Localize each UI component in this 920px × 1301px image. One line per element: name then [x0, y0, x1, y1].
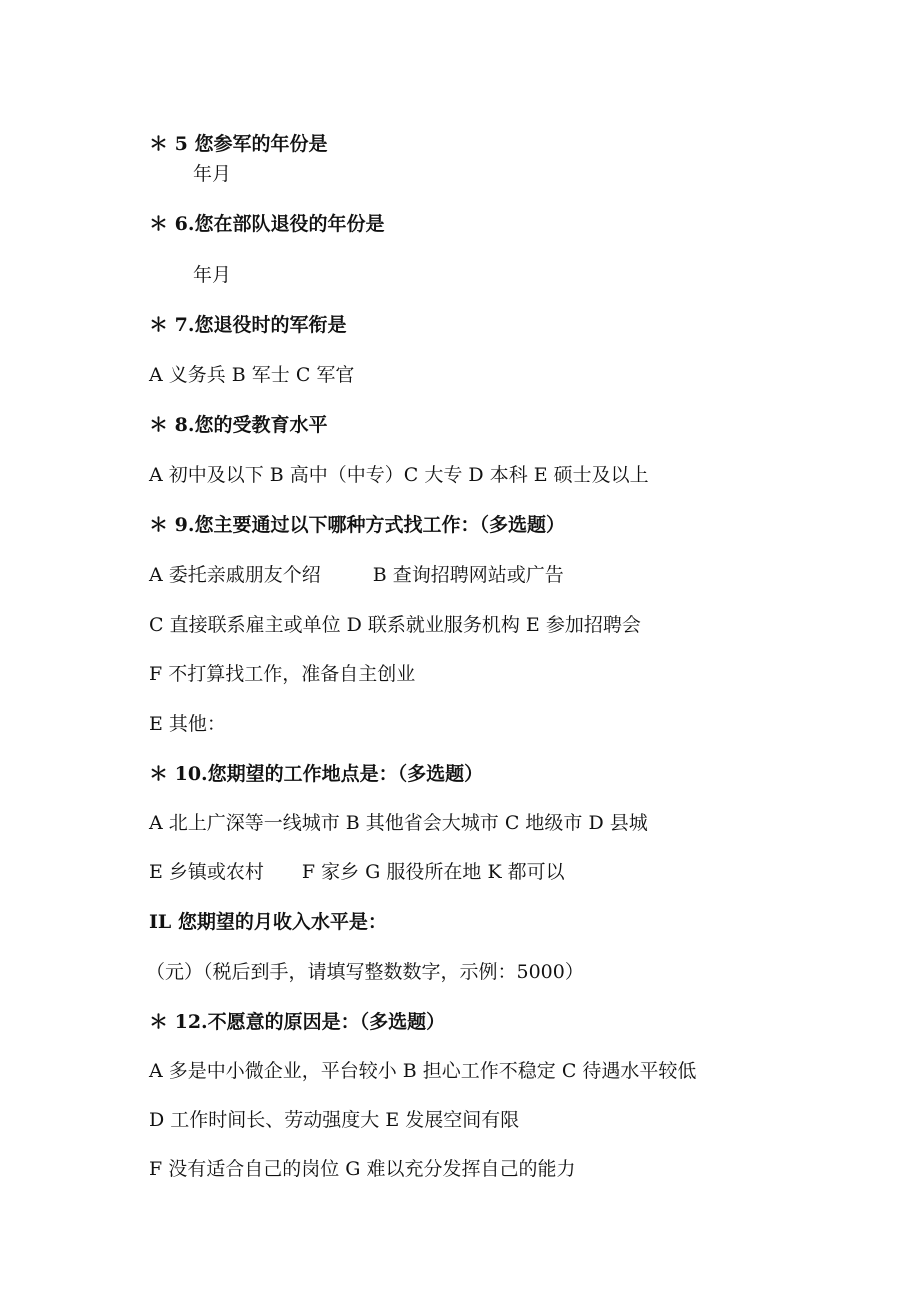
question-10-options-line-2	[149, 859, 565, 885]
question-7-options: A 义务兵 B 军士 C 军官	[149, 364, 355, 386]
question-11-hint: （元）（税后到手，请填写整数数字，示例：5000）	[146, 961, 584, 983]
question-10-options-line-1: A 北上广深等一线城市 B 其他省会大城市 C 地级市 D 县城	[149, 812, 648, 834]
question-10-option-e: E 乡镇或农村	[149, 861, 264, 883]
question-7-title: ＊ 7.您退役时的军衔是	[149, 314, 347, 336]
question-8-options: A 初中及以下 B 高中（中专）C 大专 D 本科 E 硕士及以上	[149, 464, 649, 486]
question-9-options-line-3: F 不打算找工作，准备自主创业	[149, 663, 416, 685]
question-9-title: ＊ 9.您主要通过以下哪种方式找工作：（多选题）	[149, 514, 565, 536]
question-5-answer: 年月	[193, 163, 232, 185]
question-11-title: IL 您期望的月收入水平是：	[149, 911, 387, 933]
question-10-title: ＊ 10.您期望的工作地点是：（多选题）	[149, 763, 484, 785]
question-10-options-f-k: F 家乡 G 服役所在地 K 都可以	[301, 861, 565, 883]
question-9-option-b: B 查询招聘网站或广告	[372, 564, 564, 586]
question-12-options-line-3: F 没有适合自己的岗位 G 难以充分发挥自己的能力	[149, 1158, 576, 1180]
question-9-options-line-4: E 其他：	[149, 713, 226, 735]
question-12-options-line-2: D 工作时间长、劳动强度大 E 发展空间有限	[149, 1109, 520, 1131]
question-6-answer: 年月	[193, 264, 232, 286]
question-12-title: ＊ 12.不愿意的原因是：（多选题）	[149, 1011, 446, 1033]
question-9-options-line-1	[149, 562, 564, 588]
question-8-title: ＊ 8.您的受教育水平	[149, 414, 328, 436]
question-9-option-a: A 委托亲戚朋友个绍	[149, 564, 321, 586]
question-12-options-line-1: A 多是中小微企业，平台较小 B 担心工作不稳定 C 待遇水平较低	[149, 1060, 697, 1082]
question-5-title: ＊ 5 您参军的年份是	[149, 133, 328, 155]
question-9-options-line-2: C 直接联系雇主或单位 D 联系就业服务机构 E 参加招聘会	[149, 614, 641, 636]
question-6-title: ＊ 6.您在部队退役的年份是	[149, 213, 385, 235]
